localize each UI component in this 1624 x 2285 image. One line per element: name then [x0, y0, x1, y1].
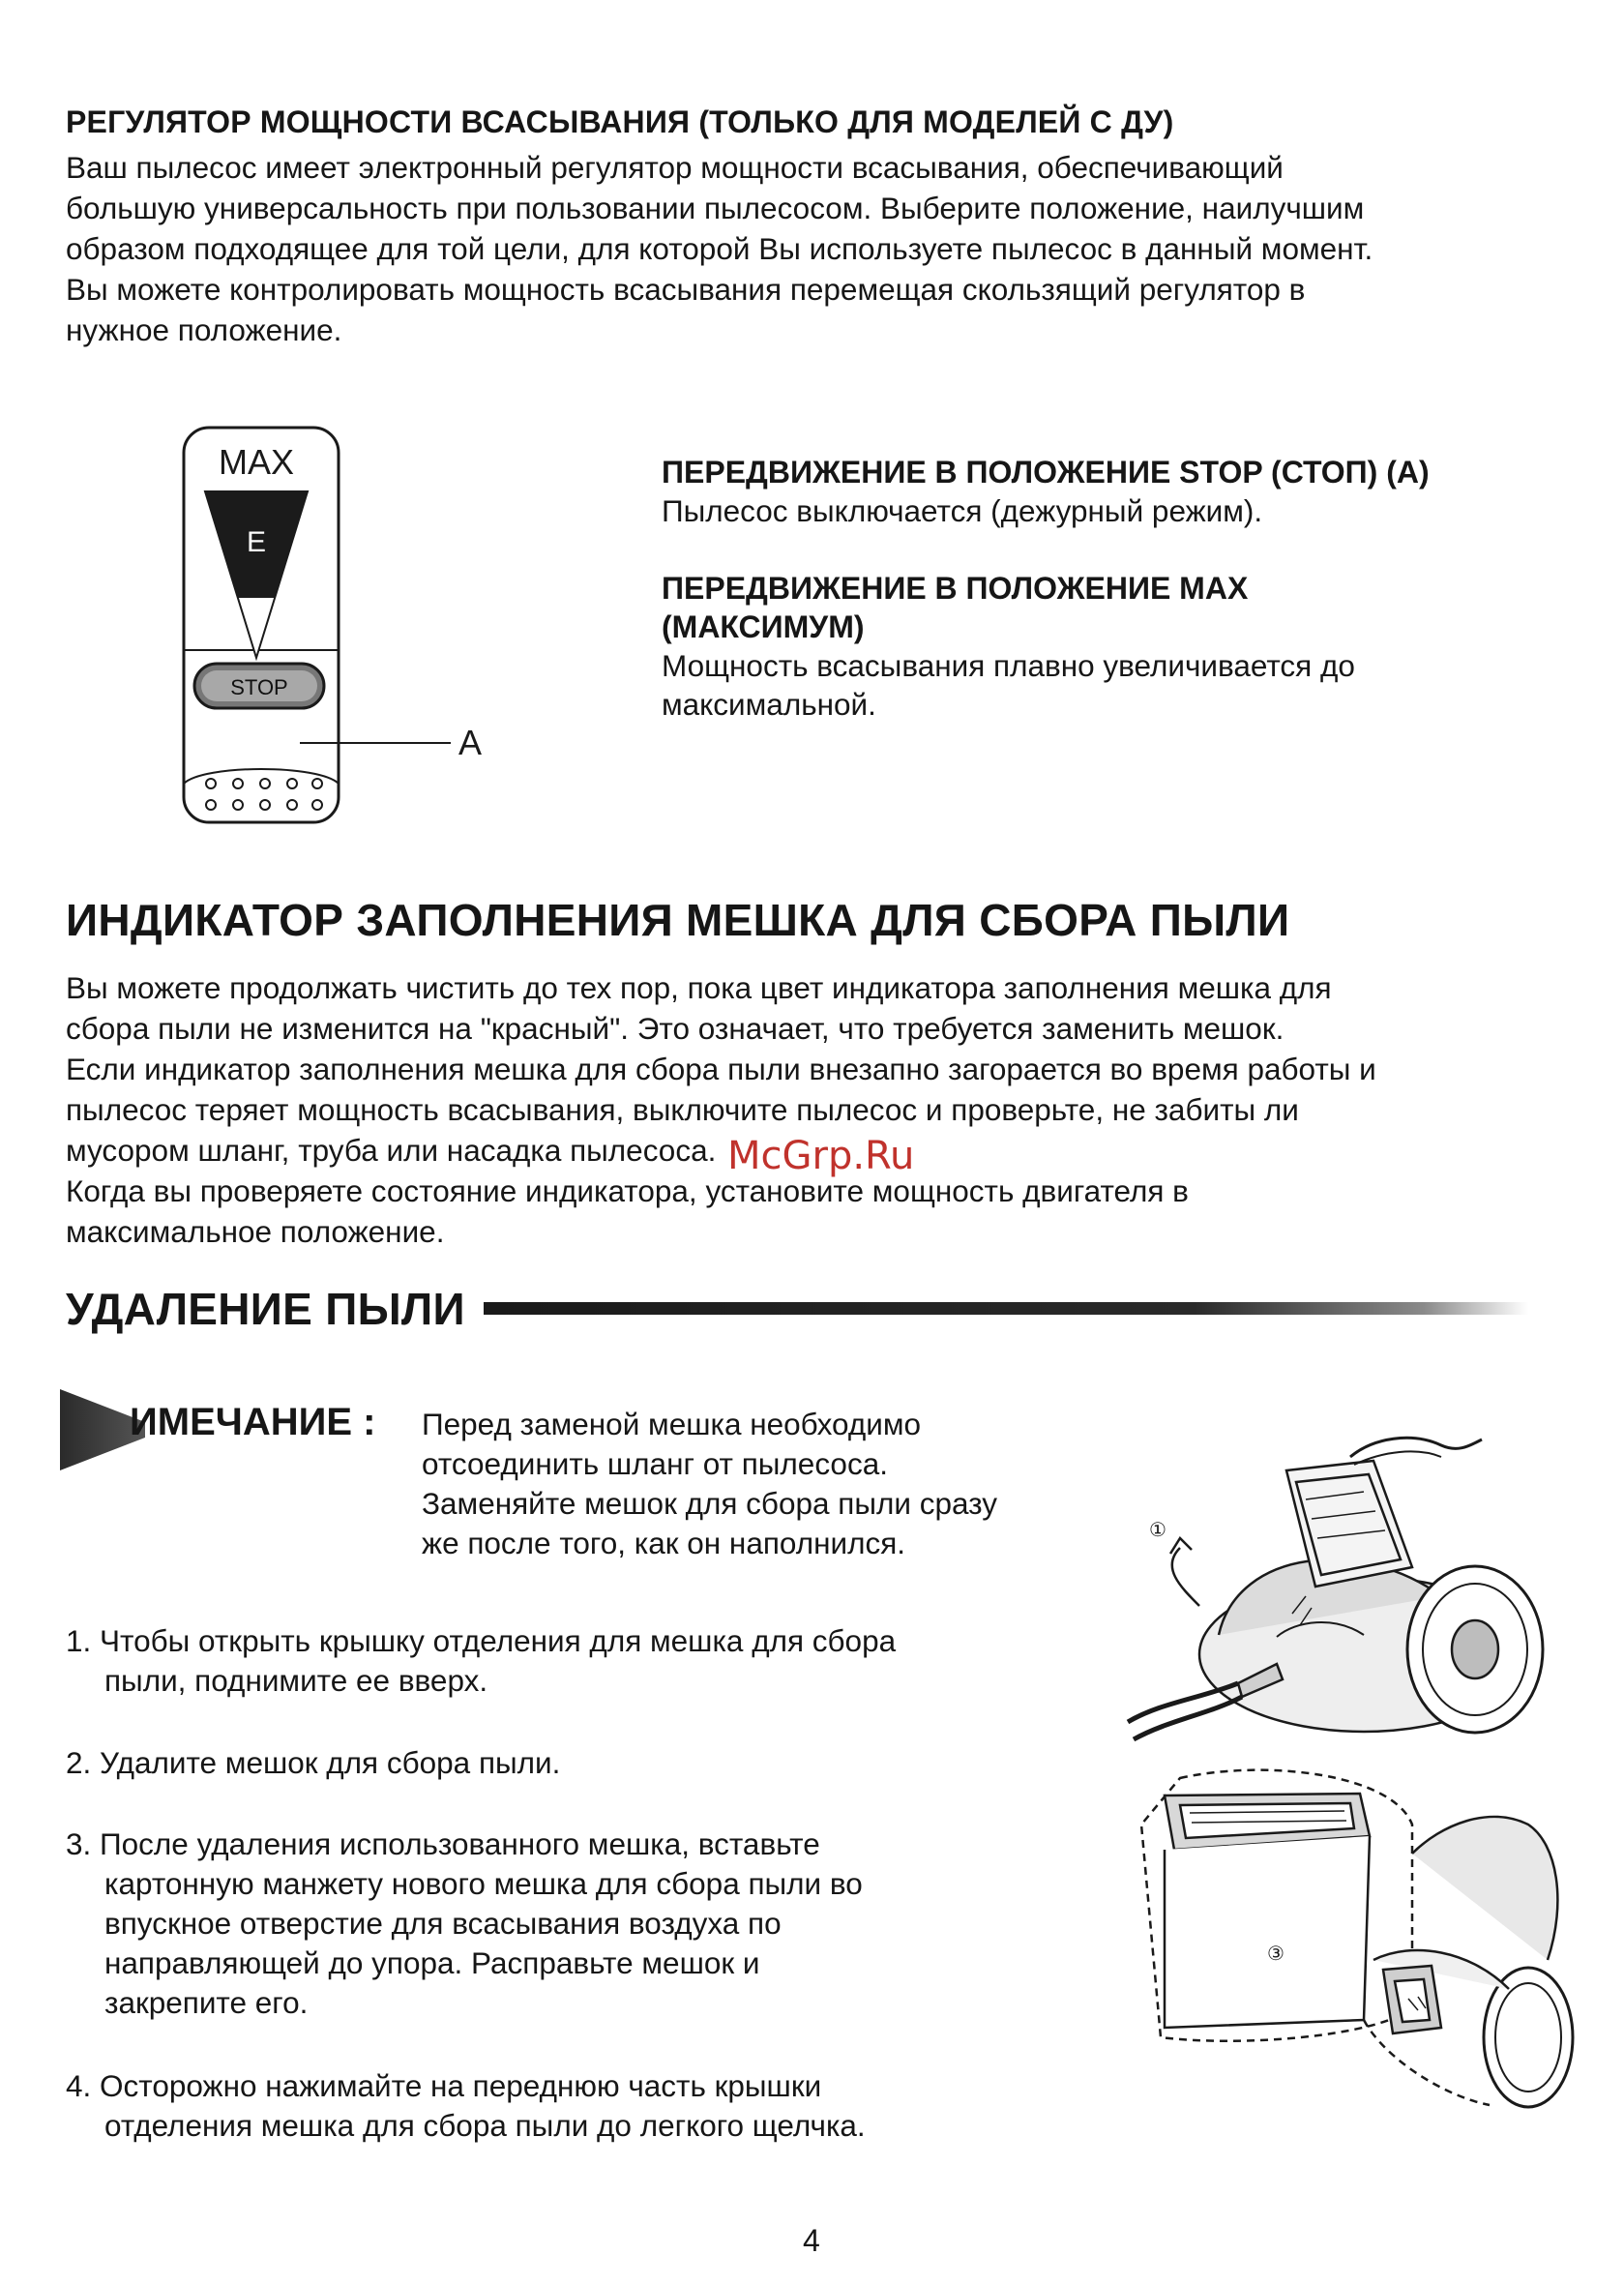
- max-label: MAX: [218, 442, 295, 482]
- text-line: Заменяйте мешок для сбора пыли сразу: [422, 1486, 997, 1521]
- text-line: Вы можете контролировать мощность всасывания перемещая скользящий регулятор в: [66, 272, 1306, 307]
- illustration-insert-bag: [1122, 1766, 1577, 2124]
- note-label: ИМЕЧАНИЕ :: [130, 1401, 376, 1443]
- text-line: картонную манжету нового мешка для сбора пыли во: [104, 1866, 863, 1901]
- illustration-open-lid: [1122, 1432, 1567, 1751]
- section-title-suction: РЕГУЛЯТОР МОЩНОСТИ ВСАСЫВАНИЯ (ТОЛЬКО ДЛЯ МОДЕЛЕЙ С ДУ): [66, 104, 1174, 139]
- page-number: 4: [803, 2223, 820, 2258]
- stop-text: Пылесос выключается (дежурный режим).: [662, 493, 1263, 528]
- e-label: E: [246, 526, 267, 558]
- text-line: Перед заменой мешка необходимо: [422, 1407, 922, 1441]
- section-title-dust: УДАЛЕНИЕ ПЫЛИ: [66, 1284, 465, 1334]
- text-line: Вы можете продолжать чистить до тех пор, пока цвет индикатора заполнения мешка для: [66, 970, 1332, 1005]
- text-line: отделения мешка для сбора пыли до легкого щелчка.: [104, 2108, 866, 2143]
- stop-heading: ПЕРЕДВИЖЕНИЕ В ПОЛОЖЕНИЕ STOP (СТОП) (А): [662, 455, 1430, 490]
- text-line: Мощность всасывания плавно увеличивается до: [662, 648, 1355, 683]
- text-line: Если индикатор заполнения мешка для сбора пыли внезапно загорается во время работы и: [66, 1052, 1376, 1086]
- text-line: пылесос теряет мощность всасывания, выключите пылесос и проверьте, не забиты ли: [66, 1092, 1299, 1127]
- callout-a: A: [458, 723, 483, 762]
- text-line: максимальной.: [662, 687, 876, 722]
- text-line: (МАКСИМУМ): [662, 609, 865, 644]
- text-line: Когда вы проверяете состояние индикатора, установите мощность двигателя в: [66, 1173, 1189, 1208]
- watermark: McGrp.Ru: [727, 1134, 915, 1178]
- text-line: сбора пыли не изменится на "красный". Это означает, что требуется заменить мешок.: [66, 1011, 1284, 1046]
- text-line: же после того, как он наполнился.: [422, 1526, 906, 1560]
- suction-regulator-figure: [174, 426, 503, 832]
- step-mark-3: ③: [1267, 1942, 1284, 1965]
- text-line: максимальное положение.: [66, 1214, 445, 1249]
- max-text: [662, 646, 1355, 724]
- text-line: отсоединить шланг от пылесоса.: [422, 1446, 888, 1481]
- step-mark-1: ①: [1149, 1518, 1166, 1541]
- text-line: Ваш пылесос имеет электронный регулятор мощности всасывания, обеспечивающий: [66, 150, 1284, 185]
- text-line: большую универсальность при пользовании пылесосом. Выберите положение, наилучшим: [66, 191, 1365, 225]
- text-line: нужное положение.: [66, 312, 342, 347]
- section-rule: [484, 1298, 1528, 1320]
- text-line: закрепите его.: [104, 1985, 309, 2020]
- step-4: [66, 2066, 866, 2146]
- text-line: направляющей до упора. Расправьте мешок и: [104, 1945, 760, 1980]
- text-line: 4. Осторожно нажимайте на переднюю часть крышки: [66, 2068, 822, 2103]
- text-line: ПЕРЕДВИЖЕНИЕ В ПОЛОЖЕНИЕ МАХ: [662, 571, 1249, 606]
- step-3: [66, 1825, 863, 2023]
- text-line: 2. Удалите мешок для сбора пыли.: [66, 1745, 561, 1780]
- step-2: [66, 1743, 560, 1783]
- text-line: 1. Чтобы открыть крышку отделения для мешка для сбора: [66, 1623, 897, 1658]
- max-heading: [662, 569, 1248, 646]
- step-1: [66, 1621, 896, 1701]
- section-title-indicator: ИНДИКАТОР ЗАПОЛНЕНИЯ МЕШКА ДЛЯ СБОРА ПЫЛИ: [66, 895, 1290, 945]
- text-line: 3. После удаления использованного мешка, вставьте: [66, 1826, 820, 1861]
- suction-paragraph: [66, 147, 1373, 350]
- text-line: образом подходящее для той цели, для которой Вы используете пылесос в данный момент.: [66, 231, 1373, 266]
- text-line: пыли, поднимите ее вверх.: [104, 1663, 488, 1698]
- text-line: мусором шланг, труба или насадка пылесоса.: [66, 1133, 717, 1168]
- text-line: впускное отверстие для всасывания воздуха по: [104, 1906, 782, 1941]
- note-body: [422, 1405, 997, 1563]
- stop-label: STOP: [230, 675, 288, 699]
- indicator-paragraph: [66, 967, 1376, 1252]
